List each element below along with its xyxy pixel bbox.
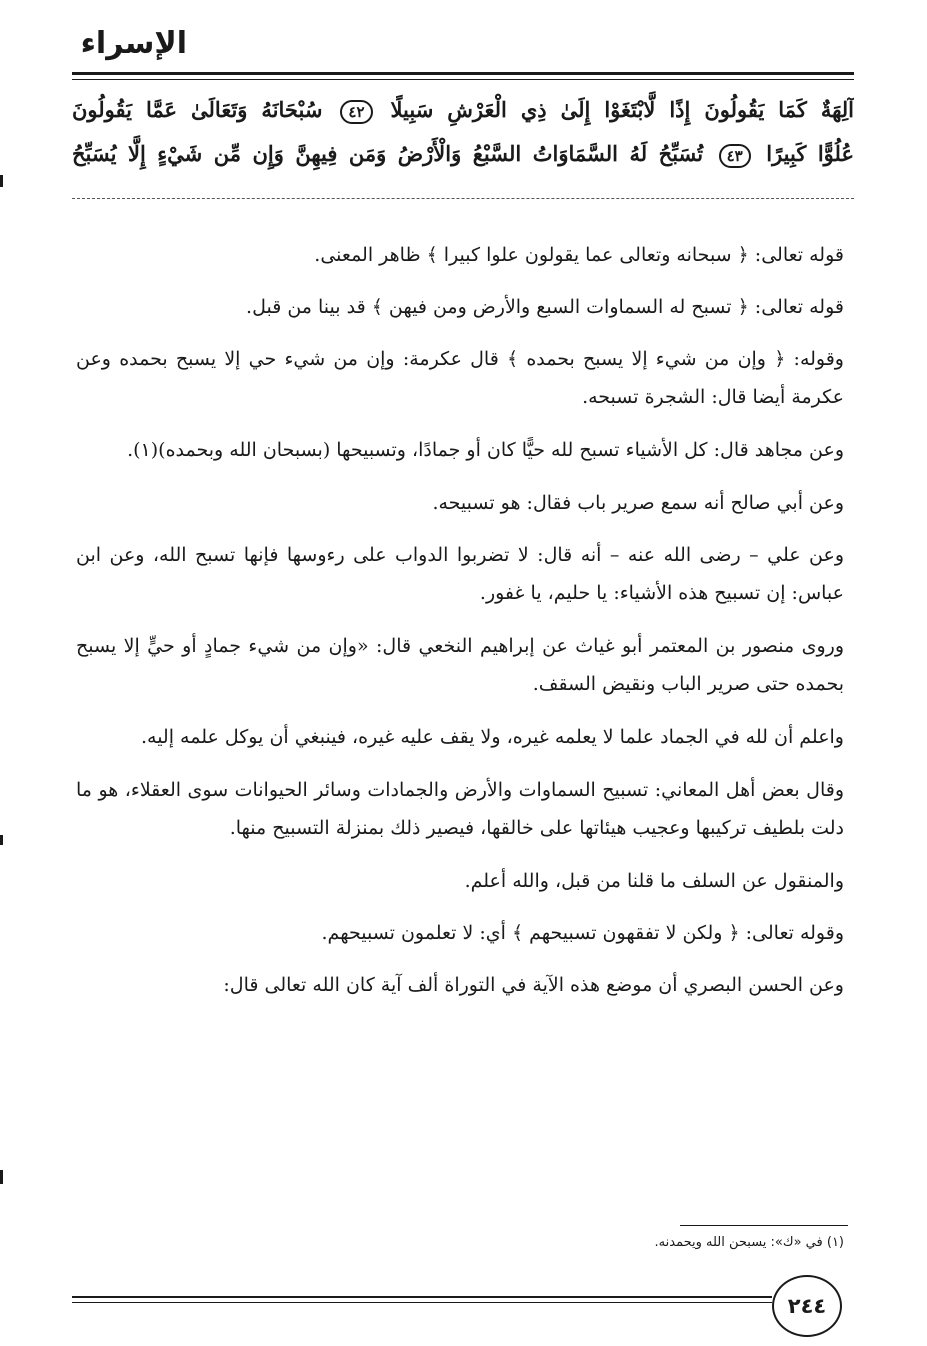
footnote: (١) في «ك»: يسبحن الله ويحمدنه.	[654, 1235, 844, 1250]
commentary-paragraph: والمنقول عن السلف ما قلنا من قبل، والله أعلم.	[464, 870, 844, 892]
verse-text: سُبْحَانَهُ وَتَعَالَىٰ عَمَّا يَقُولُونَ	[72, 97, 323, 122]
commentary-paragraph: واعلم أن لله في الجماد علما لا يعلمه غيره، ولا يقف عليه غيره، فينبغي أن يوكل علمه إليه.	[140, 726, 844, 748]
footer-rule	[72, 1302, 772, 1303]
commentary-paragraph: وعن أبي صالح أنه سمع صرير باب فقال: هو تسبيحه.	[432, 492, 844, 514]
scan-edge-mark	[0, 175, 3, 187]
page-number-badge: ٢٤٤	[772, 1275, 842, 1337]
commentary-paragraph: وعن مجاهد قال: كل الأشياء تسبح لله حيًّا كان أو جمادًا، وتسبيحها (بسبحان الله وبحمده)(١).	[127, 439, 844, 461]
commentary-paragraph: وقوله: ﴿ وإن من شيء إلا يسبح بحمده ﴾ قال عكرمة: وإن من شيء حي إلا يسبح بحمده وعن عكرمة أيضا قال: الشجرة تسبحه.	[76, 348, 844, 408]
commentary-paragraph: وقال بعض أهل المعاني: تسبيح السماوات والأرض والجمادات وسائر الحيوانات سوى العقلاء، هو ما دلت بلطيف تركيبها وعجيب هيئاتها على خالقها، فيصير ذلك بمنزلة التسبيح منها.	[76, 779, 844, 839]
verse-line	[72, 132, 854, 176]
scan-edge-mark	[0, 1170, 3, 1184]
commentary-paragraph: وعن علي – رضى الله عنه – أنه قال: لا تضربوا الدواب على رءوسها فإنها تسبح الله، وعن ابن عباس: إن تسبيح هذه الأشياء: يا حليم، يا غفور.	[76, 544, 844, 604]
commentary-paragraph: قوله تعالى: ﴿ سبحانه وتعالى عما يقولون علوا كبيرا ﴾ ظاهر المعنى.	[314, 244, 844, 266]
ayah-number-marker: ٤٢	[340, 100, 372, 124]
header-rule-thin	[72, 79, 854, 80]
footer-rule	[72, 1296, 772, 1298]
verse-text: عُلُوًّا كَبِيرًا	[766, 141, 854, 166]
quran-verses	[72, 88, 854, 176]
commentary-paragraph: وعن الحسن البصري أن موضع هذه الآية في التوراة ألف آية كان الله تعالى قال:	[223, 974, 844, 996]
commentary-paragraph: قوله تعالى: ﴿ تسبح له السماوات السبع والأرض ومن فيهن ﴾ قد بينا من قبل.	[246, 296, 844, 318]
surah-title: الإسراء	[80, 26, 187, 61]
verse-text: آلِهَةٌ كَمَا يَقُولُونَ إِذًا لَّابْتَغَوْا إِلَىٰ ذِي الْعَرْشِ سَبِيلًا	[390, 97, 854, 122]
header-rule-thick	[72, 72, 854, 75]
commentary-paragraph: وقوله تعالى: ﴿ ولكن لا تفقهون تسبيحهم ﴾ أي: لا تعلمون تسبيحهم.	[321, 922, 844, 944]
ayah-number-marker: ٤٣	[719, 144, 751, 168]
scan-edge-mark	[0, 835, 3, 845]
commentary-text	[76, 236, 844, 1018]
verse-separator-rule	[72, 198, 854, 199]
commentary-paragraph: وروى منصور بن المعتمر أبو غياث عن إبراهيم النخعي قال: «وإن من شيء جمادٍ أو حيٍّ إلا يسبح بحمده حتى صرير الباب ونقيض السقف.	[76, 635, 844, 695]
verse-line	[72, 88, 854, 132]
verse-text: تُسَبِّحُ لَهُ السَّمَاوَاتُ السَّبْعُ وَالْأَرْضُ وَمَن فِيهِنَّ وَإِن مِّن شَيْءٍ إِلَّا يُسَبِّحُ	[72, 141, 704, 166]
footnote-rule	[680, 1225, 848, 1226]
